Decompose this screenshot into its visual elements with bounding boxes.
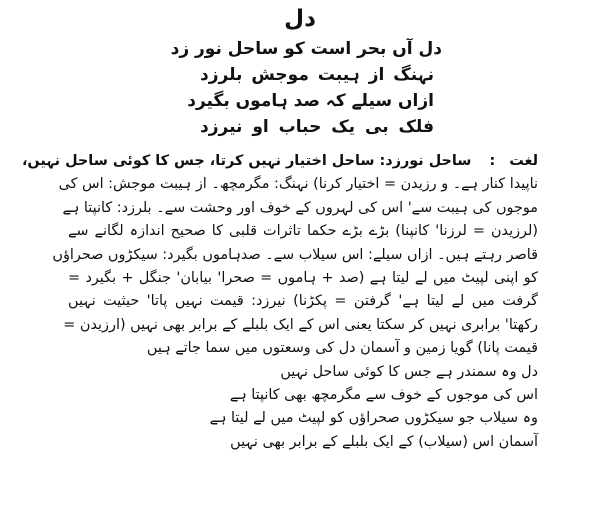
poem-line: دل آں بحر است کو ساحل نور زد — [170, 39, 442, 59]
page-title: دل — [284, 6, 316, 32]
poem-line: نہنگ از ہیبت موجش بلرزد — [200, 65, 434, 85]
glossary-line: ناپیدا کنار ہے۔ و رزیدن = اختیار کرنا) نہنگ: مگرمچھ۔ از ہیبت موجش: اس کی — [58, 176, 538, 193]
glossary-colon: : — [489, 153, 496, 169]
glossary-line: موجوں کی ہیبت سے' اس کی لہروں کے خوف اور وحشت سے۔ بلرزد: کانپتا ہے — [62, 199, 538, 216]
glossary-line: کو اپنی لپیٹ میں لے لیتا ہے (صد + ہاموں = صحرا' بیابان' جنگل + بگیرد = — [68, 269, 538, 286]
glossary-text: ساحل نورزد: ساحل اختیار نہیں کرتا، جس کا کوئی ساحل نہیں، — [21, 153, 472, 169]
glossary-line — [21, 150, 538, 173]
glossary-line: (لرزیدن = لرزنا' کانپنا) بڑے بڑے حکما تاثرات قلبی کا صحیح اندازہ لگانے سے — [68, 223, 538, 240]
glossary-line: گرفت میں لے لیتا ہے' گرفتن = پکڑنا) نیرزد: قیمت نہیں پاتا' حیثیت نہیں — [68, 293, 538, 310]
poem-line: ازاں سیلے کہ صد ہاموں بگیرد — [187, 91, 434, 111]
poem-line: فلک بی یک حباب او نیرزد — [200, 117, 434, 137]
glossary-heading: لغت — [509, 153, 538, 169]
translation-line: دل وہ سمندر ہے جس کا کوئی ساحل نہیں — [280, 363, 538, 380]
glossary-line: قیمت پانا) گویا زمین و آسمان دل کی وسعتوں میں سما جاتے ہیں — [146, 340, 538, 357]
translation-line: اس کی موجوں کے خوف سے مگرمچھ بھی کانپتا ہے — [229, 386, 538, 403]
poem-stanza — [172, 36, 442, 140]
translation-line: آسمان اس (سیلاب) کے ایک بلبلے کے برابر بھی نہیں — [230, 433, 538, 450]
glossary-line: رکھتا' برابری نہیں کر سکتا یعنی اس کے ایک بلبلے کے برابر بھی نہیں (ارزیدن = — [63, 316, 538, 333]
translation-line: وہ سیلاب جو سیکڑوں صحراؤں کو لپیٹ میں لے لیتا ہے — [209, 410, 538, 427]
glossary-line: قاصر رہتے ہیں۔ ازاں سیلے: اس سیلاب سے۔ صدہاموں بگیرد: سیکڑوں صحراؤں — [52, 246, 538, 263]
glossary-section — [21, 150, 538, 454]
